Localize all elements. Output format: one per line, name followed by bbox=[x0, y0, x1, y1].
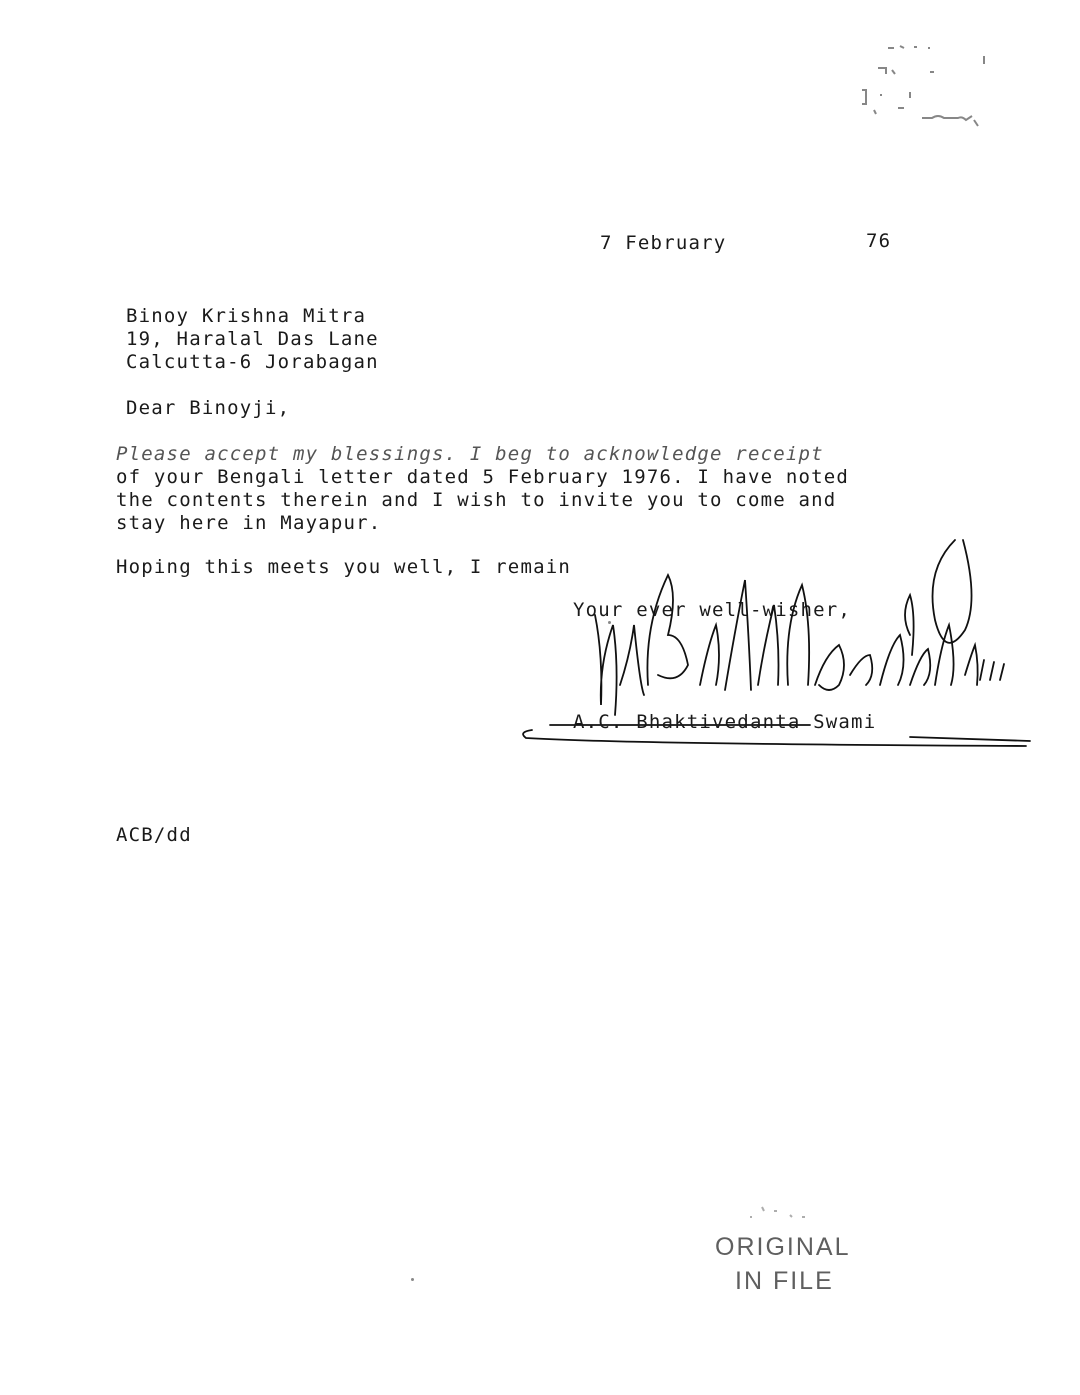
sign-off: Your ever well-wisher, bbox=[573, 599, 852, 621]
body-line-1: Please accept my blessings. I beg to acknowledge receipt bbox=[116, 443, 824, 465]
recipient-name: Binoy Krishna Mitra bbox=[126, 305, 367, 327]
recipient-address-line2: Calcutta-6 Jorabagan bbox=[126, 351, 379, 373]
letter-year: 76 bbox=[866, 230, 892, 252]
body-line-3: the contents therein and I wish to invite you to come and bbox=[116, 489, 837, 511]
stamp-line-2: IN FILE bbox=[735, 1267, 834, 1295]
signatory-name: A.C. Bhaktivedanta Swami bbox=[573, 711, 877, 733]
original-in-file-stamp bbox=[705, 1195, 875, 1315]
closing-line: Hoping this meets you well, I remain bbox=[116, 556, 572, 578]
speck bbox=[608, 621, 611, 624]
speck bbox=[411, 1278, 414, 1281]
recipient-address-line1: 19, Haralal Das Lane bbox=[126, 328, 379, 350]
stamp-marks-icon bbox=[740, 1195, 820, 1225]
body-line-4: stay here in Mayapur. bbox=[116, 512, 382, 534]
body-line-2: of your Bengali letter dated 5 February 1976. I have noted bbox=[116, 466, 850, 488]
received-stamp-top bbox=[850, 40, 990, 140]
salutation: Dear Binoyji, bbox=[126, 397, 291, 419]
stamp-line-1: ORIGINAL bbox=[715, 1233, 851, 1261]
reference-initials: ACB/dd bbox=[116, 824, 192, 846]
letter-date: 7 February bbox=[600, 232, 727, 254]
